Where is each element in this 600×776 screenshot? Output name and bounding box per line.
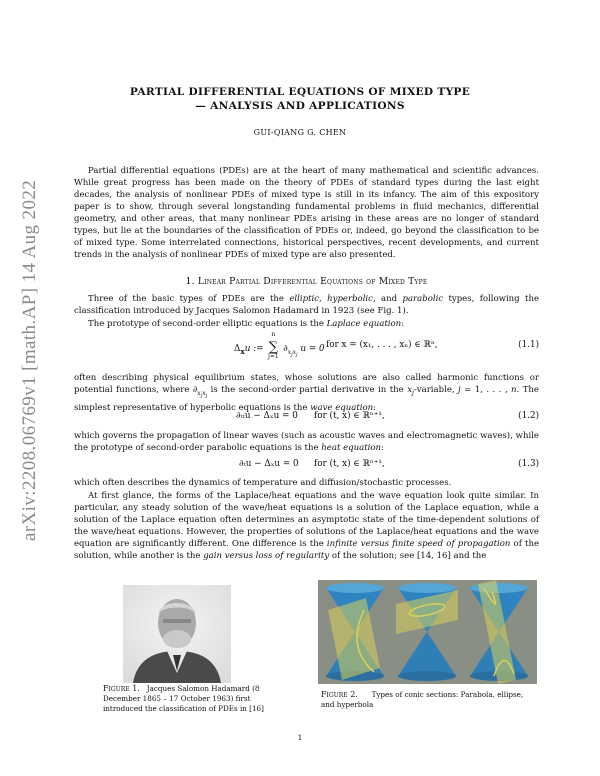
text: The prototype of second-order elliptic equations is the (88, 319, 327, 329)
text: At first glance, the forms of the Laplace/heat equations and the wave equation look quite similar. In particular, any steady solution of the wave/heat equations is a solution of the Laplace equation, while a solution of the Laplace equation often determines an asymptotic state of the time-dependent solutions of the wave/heat equations. However, the properties of solutions of the Laplace/heat equations and the wave equation are significantly different. One difference is the (74, 491, 539, 549)
sub: j (205, 392, 208, 399)
paragraph-4 (74, 430, 539, 454)
portrait-image (123, 585, 231, 683)
conic-sections-image (318, 580, 537, 684)
equation-condition: for (t, x) ∈ ℝⁿ⁺¹, (314, 411, 385, 421)
term-speed-of-propagation: infinite versus finite speed of propagation (326, 539, 511, 549)
figure-2-caption (321, 690, 537, 710)
var: n (511, 385, 517, 395)
figure-1-portrait (123, 585, 231, 683)
title-line-1: PARTIAL DIFFERENTIAL EQUATIONS OF MIXED TYPE (129, 86, 471, 98)
abstract: Partial differential equations (PDEs) are at the heart of many mathematical and scientific advances. While great progress has been made on the theory of PDEs of standard types during the last eight decades, the analysis of nonlinear PDEs of mixed type is still in its infancy. The aim of this expository paper is to show, through several longstanding fundamental problems in fluid mechanics, differential geometry, and other areas, that many nonlinear PDEs arising in these areas are no longer of standard types, but lie at the boundaries of the classification of PDEs or, indeed, go beyond the classification to be of mixed type. Some interrelated connections, historical perspectives, recent developments, and current trends in the analysis of nonlinear PDEs of mixed type are also presented. (74, 166, 539, 260)
sub: j (412, 389, 414, 397)
equation-lhs (234, 331, 325, 360)
sum-upper: n (271, 331, 276, 338)
figure-label: Figure 1. (103, 684, 140, 693)
text: -variable, (413, 385, 459, 395)
sub: x (292, 348, 297, 356)
text: . The simplest representative of hyperbolic equations is the (74, 385, 539, 413)
equation-lhs: ∂ₜₜu − Δₓu = 0 (236, 411, 298, 421)
equation-number: (1.3) (518, 459, 539, 469)
term-gain-loss-regularity: gain versus loss of regularity (203, 551, 330, 561)
text: of the solution, while another is the (74, 539, 540, 561)
sub: x (202, 389, 206, 397)
text: : (381, 443, 384, 453)
sub: x (287, 348, 292, 356)
sub: j (296, 351, 298, 358)
laplacian-symbol: Δ (234, 344, 241, 354)
text: of the solution; see [14, 16] and the (329, 551, 487, 561)
figure-1-caption (103, 684, 275, 714)
paragraph-2 (74, 318, 539, 330)
term-parabolic: parabolic (402, 294, 444, 304)
summation (266, 331, 280, 360)
equation-lhs: ∂ₜu − Δₓu = 0 (239, 459, 299, 469)
text: : (401, 319, 405, 329)
figure-2-conic-sections (318, 580, 537, 684)
text: types, following the classification introduced by Jacques Salomon Hadamard in 1923 (see Fig. 1). (74, 294, 540, 316)
term-heat-equation: heat equation (321, 443, 382, 453)
paragraph-1 (74, 293, 539, 317)
sum-lower: j=1 (267, 353, 279, 360)
arxiv-identifier: arXiv:2208.06769v1 [math.AP] 14 Aug 2022 (19, 179, 40, 541)
term-hyperbolic: hyperbolic (327, 294, 373, 304)
var: x (407, 385, 413, 395)
section-title: Linear Partial Differential Equations of Mixed Type (197, 276, 428, 287)
sub: x (197, 389, 201, 397)
equation-number: (1.1) (518, 340, 539, 350)
text: u = 0 (297, 344, 325, 354)
term-elliptic: elliptic (289, 294, 320, 304)
var: j (458, 385, 461, 395)
equation-number: (1.2) (518, 411, 539, 421)
text: : (373, 402, 377, 413)
partial-symbol: ∂ (280, 344, 288, 354)
text: is the second-order partial derivative in the (207, 385, 408, 395)
caption-text: Jacques Salomon Hadamard (8 December 1865 – 17 October 1963) first introduced the classification of PDEs in [16] (103, 684, 264, 713)
sub: j (200, 392, 203, 399)
author: GUI-QIANG G. CHEN (253, 128, 347, 137)
sub: j (291, 351, 293, 358)
sum-symbol: ∑ (268, 340, 278, 355)
equation-1-1 (74, 331, 539, 364)
text: often describing physical equilibrium states, whose solutions are also called harmonic functions or potential functions, where (74, 373, 539, 395)
term-laplace-equation: Laplace equation (326, 319, 402, 329)
section-1-heading (74, 276, 539, 287)
text: which governs the propagation of linear waves (such as acoustic waves and electromagnetic waves), while the prototype of second-order parabolic equations is the (74, 431, 539, 453)
text: , (319, 294, 328, 304)
figure-label: Figure 2. (321, 690, 358, 699)
page-number: 1 (297, 733, 303, 742)
text: u := (244, 344, 267, 354)
paper-title (80, 85, 520, 113)
section-number: 1. (185, 276, 195, 287)
equation-condition: for (t, x) ∈ ℝⁿ⁺¹, (314, 459, 385, 469)
caption-text: Types of conic sections: Parabola, ellipse, and hyperbola (321, 690, 524, 709)
equation-condition: for x = (x₁, . . . , xₙ) ∈ ℝⁿ, (326, 340, 438, 350)
paragraph-6 (74, 490, 539, 562)
title-line-2: — ANALYSIS AND APPLICATIONS (195, 100, 405, 112)
paragraph-5: which often describes the dynamics of temperature and diffusion/stochastic processes. (74, 478, 452, 488)
sub: x (240, 346, 245, 356)
paragraph-3 (74, 372, 539, 414)
text: Three of the basic types of PDEs are the (88, 294, 290, 304)
term-wave-equation: wave equation (310, 402, 374, 413)
partial-symbol: ∂ (192, 385, 198, 395)
text: , and (372, 294, 403, 304)
text: = 1, . . . , (460, 385, 512, 395)
